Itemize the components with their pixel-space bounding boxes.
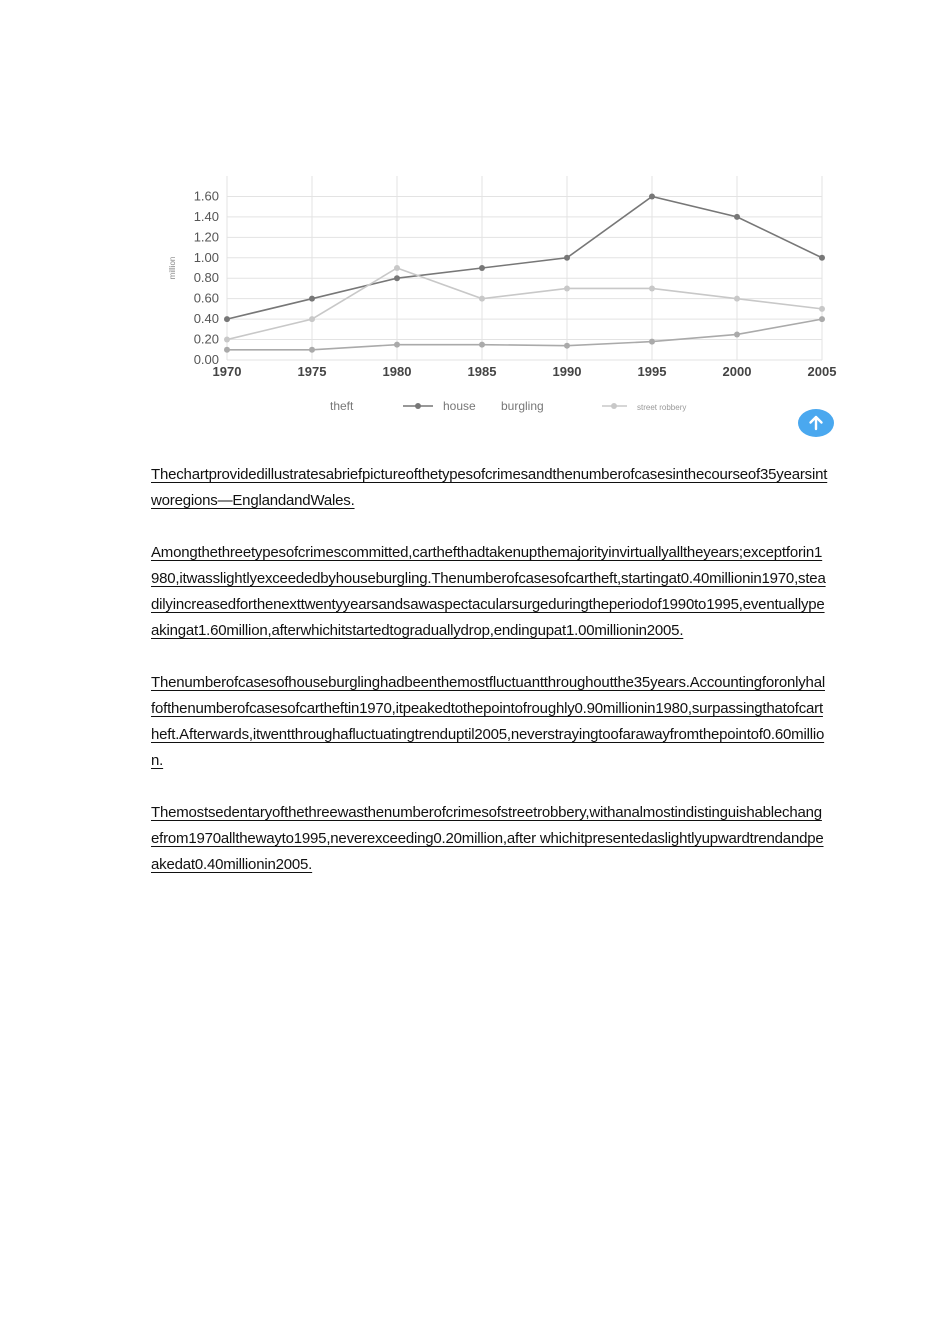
x-tick-label: 1975 (297, 364, 327, 379)
data-point-2-3 (479, 342, 485, 348)
data-point-1-4 (564, 285, 570, 291)
y-tick-label: 1.40 (193, 208, 219, 224)
data-point-2-1 (309, 347, 315, 353)
data-point-0-5 (649, 193, 655, 199)
y-tick-label: 0.80 (193, 270, 219, 286)
data-point-0-2 (394, 275, 400, 281)
y-tick-label: 1.00 (193, 249, 219, 265)
data-point-2-4 (564, 343, 570, 349)
paragraph-car-theft: Amongthethreetypesofcrimescommitted,carthefthadtakenupthemajorityinvirtuallyalltheyears;exceptforin1980,itwasslightlyexceededbyhouseburgling.Thenumberofcasesofcartheft,startingat0.40millionin1970,steadilyincreasedforthenexttwentyyearsandsawaspectacularsurgeduringtheperiodof1990to1995,eventuallypeakingat1.60million,afterwhichitstartedtograduallydrop,endingupat1.00millionin2005. (151, 544, 826, 639)
legend-swatch-point (611, 403, 617, 409)
x-tick-label: 2005 (807, 364, 837, 379)
data-point-1-1 (309, 316, 315, 322)
legend-label: house (443, 399, 476, 413)
data-point-0-0 (224, 316, 230, 322)
x-tick-label: 1990 (552, 364, 582, 379)
data-point-0-3 (479, 265, 485, 271)
data-point-0-4 (564, 255, 570, 261)
chart-svg (165, 170, 845, 415)
data-point-0-1 (309, 296, 315, 302)
data-point-1-0 (224, 337, 230, 343)
paragraph-intro: Thechartprovidedillustratesabriefpictureofthetypesofcrimesandthenumberofcasesinthecourseof35yearsintworegions—EnglandandWales. (151, 466, 828, 509)
arrow-up-icon (807, 414, 825, 432)
x-tick-label: 1985 (467, 364, 497, 379)
series-line-2 (227, 319, 822, 350)
data-point-1-2 (394, 265, 400, 271)
crime-line-chart (165, 170, 845, 415)
data-point-1-3 (479, 296, 485, 302)
series-line-1 (227, 268, 822, 340)
legend-label: street robbery (637, 403, 687, 412)
x-tick-label: 1995 (637, 364, 667, 379)
paragraph-street-robbery: Themostsedentaryofthethreewasthenumberofcrimesofstreetrobbery,withanalmostindistinguishablechangefrom1970allthewayto1995,neverexceeding0.20million,after whichitpresentedaslightlyupwardtrendandpeakedat0.40millionin2005. (151, 804, 824, 873)
data-point-0-7 (819, 255, 825, 261)
y-tick-label: 1.20 (193, 229, 219, 245)
data-point-2-2 (394, 342, 400, 348)
data-point-1-5 (649, 285, 655, 291)
essay-text (151, 462, 828, 904)
y-tick-label: 0.20 (193, 331, 219, 347)
y-tick-label: 0.60 (193, 290, 219, 306)
data-point-1-7 (819, 306, 825, 312)
legend-label: theft (330, 399, 354, 413)
data-point-2-0 (224, 347, 230, 353)
scroll-to-top-button[interactable] (798, 409, 834, 437)
x-tick-label: 1980 (382, 364, 412, 379)
y-tick-label: 0.00 (193, 352, 219, 367)
data-point-2-6 (734, 331, 740, 337)
y-axis-label: million (168, 256, 177, 280)
legend-label: burgling (501, 399, 544, 413)
y-tick-label: 0.40 (193, 311, 219, 327)
data-point-2-5 (649, 339, 655, 345)
data-point-0-6 (734, 214, 740, 220)
data-point-1-6 (734, 296, 740, 302)
legend-swatch-point (415, 403, 421, 409)
data-point-2-7 (819, 316, 825, 322)
paragraph-house-burgling: Thenumberofcasesofhouseburglinghadbeenthemostfluctuantthroughoutthe35years.Accountingforonlyhalfofthenumberofcasesofcartheftin1970,itpeakedtothepointofroughly0.90millionin1980,surpassingthatofcartheft.Afterwards,itwentthroughafluctuatingtrenduptil2005,neverstrayingtoofarawayfromthepointof0.60million. (151, 674, 825, 769)
x-tick-label: 1970 (212, 364, 242, 379)
y-tick-label: 1.60 (193, 188, 219, 204)
x-tick-label: 2000 (722, 364, 752, 379)
